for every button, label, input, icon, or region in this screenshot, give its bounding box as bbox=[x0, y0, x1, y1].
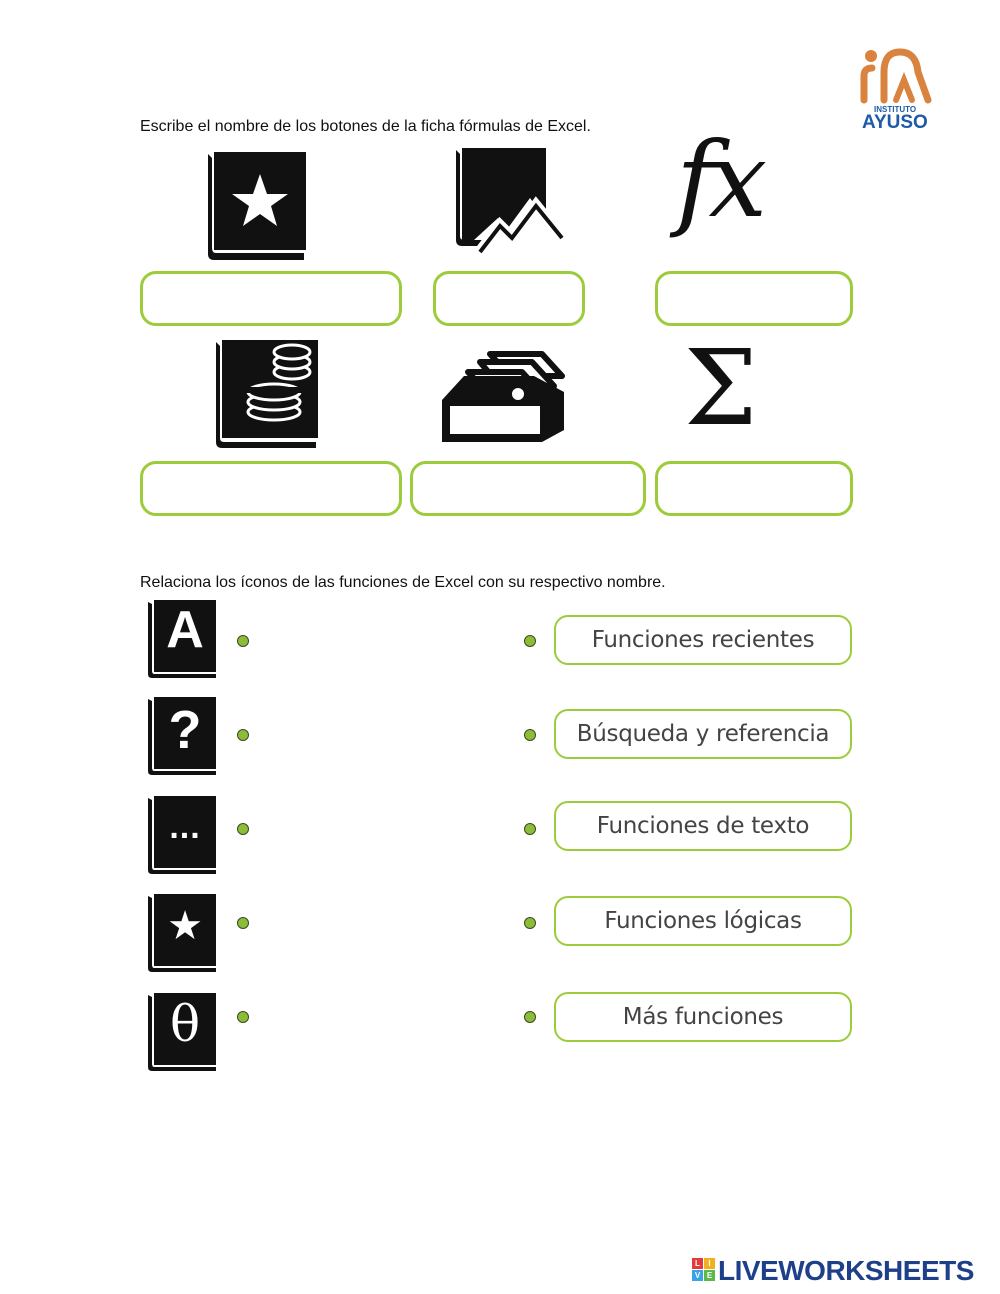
instruction-2: Relaciona los íconos de las funciones de Excel con su respectivo nombre. bbox=[140, 574, 666, 591]
left-dot-1[interactable] bbox=[237, 635, 249, 647]
right-dot-5[interactable] bbox=[524, 1011, 536, 1023]
logo-mark-icon bbox=[856, 46, 936, 108]
name-box-busqueda-referencia: Búsqueda y referencia bbox=[554, 709, 852, 759]
book-glyph-question: ? bbox=[168, 700, 202, 760]
mark-letter-v: V bbox=[692, 1270, 703, 1281]
insert-function-fx-icon: fx bbox=[676, 119, 762, 241]
mark-letter-i: I bbox=[704, 1258, 715, 1269]
answer-box-2[interactable] bbox=[433, 271, 585, 326]
logo-name: AYUSO bbox=[862, 112, 928, 133]
name-box-funciones-recientes: Funciones recientes bbox=[554, 615, 852, 665]
answer-input-3[interactable] bbox=[658, 274, 854, 325]
mark-letter-l: L bbox=[692, 1258, 703, 1269]
name-box-funciones-logicas: Funciones lógicas bbox=[554, 896, 852, 946]
answer-input-6[interactable] bbox=[658, 464, 854, 515]
school-logo bbox=[856, 46, 936, 132]
answer-input-5[interactable] bbox=[413, 464, 647, 515]
name-box-mas-funciones: Más funciones bbox=[554, 992, 852, 1042]
recently-used-book-icon bbox=[200, 150, 308, 264]
answer-box-3[interactable] bbox=[655, 271, 853, 326]
right-dot-1[interactable] bbox=[524, 635, 536, 647]
name-box-funciones-texto: Funciones de texto bbox=[554, 801, 852, 851]
autosum-sigma-icon: Σ bbox=[684, 327, 758, 449]
book-glyph-ellipsis: ... bbox=[169, 808, 201, 846]
right-dot-2[interactable] bbox=[524, 729, 536, 741]
liveworksheets-mark-icon bbox=[692, 1258, 716, 1282]
book-glyph-theta: θ bbox=[169, 995, 201, 1053]
instruction-1: Escribe el nombre de los botones de la ficha fórmulas de Excel. bbox=[140, 118, 591, 135]
liveworksheets-wordmark: LIVEWORKSHEETS bbox=[718, 1255, 974, 1286]
left-dot-2[interactable] bbox=[237, 729, 249, 741]
mark-letter-e: E bbox=[704, 1270, 715, 1281]
more-functions-drawer-icon bbox=[438, 346, 570, 446]
answer-box-5[interactable] bbox=[410, 461, 646, 516]
liveworksheets-logo bbox=[692, 1256, 992, 1286]
more-functions-book-icon bbox=[146, 796, 218, 876]
answer-box-1[interactable] bbox=[140, 271, 402, 326]
right-dot-4[interactable] bbox=[524, 917, 536, 929]
lookup-reference-book-icon bbox=[146, 697, 218, 777]
answer-input-1[interactable] bbox=[143, 274, 403, 325]
answer-input-2[interactable] bbox=[436, 274, 586, 325]
logical-functions-book-icon bbox=[146, 993, 218, 1073]
book-glyph-a: A bbox=[166, 601, 204, 659]
answer-box-4[interactable] bbox=[140, 461, 402, 516]
right-dot-3[interactable] bbox=[524, 823, 536, 835]
recent-functions-book-icon bbox=[146, 894, 218, 974]
left-dot-3[interactable] bbox=[237, 823, 249, 835]
text-functions-book-icon bbox=[146, 600, 218, 680]
logo-top-text: INSTITUTO bbox=[874, 105, 917, 114]
book-glyph-star: ★ bbox=[167, 903, 203, 949]
left-dot-4[interactable] bbox=[237, 917, 249, 929]
answer-box-6[interactable] bbox=[655, 461, 853, 516]
financial-chart-book-icon bbox=[454, 148, 564, 256]
math-trig-coins-book-icon bbox=[212, 338, 320, 452]
answer-input-4[interactable] bbox=[143, 464, 403, 515]
left-dot-5[interactable] bbox=[237, 1011, 249, 1023]
